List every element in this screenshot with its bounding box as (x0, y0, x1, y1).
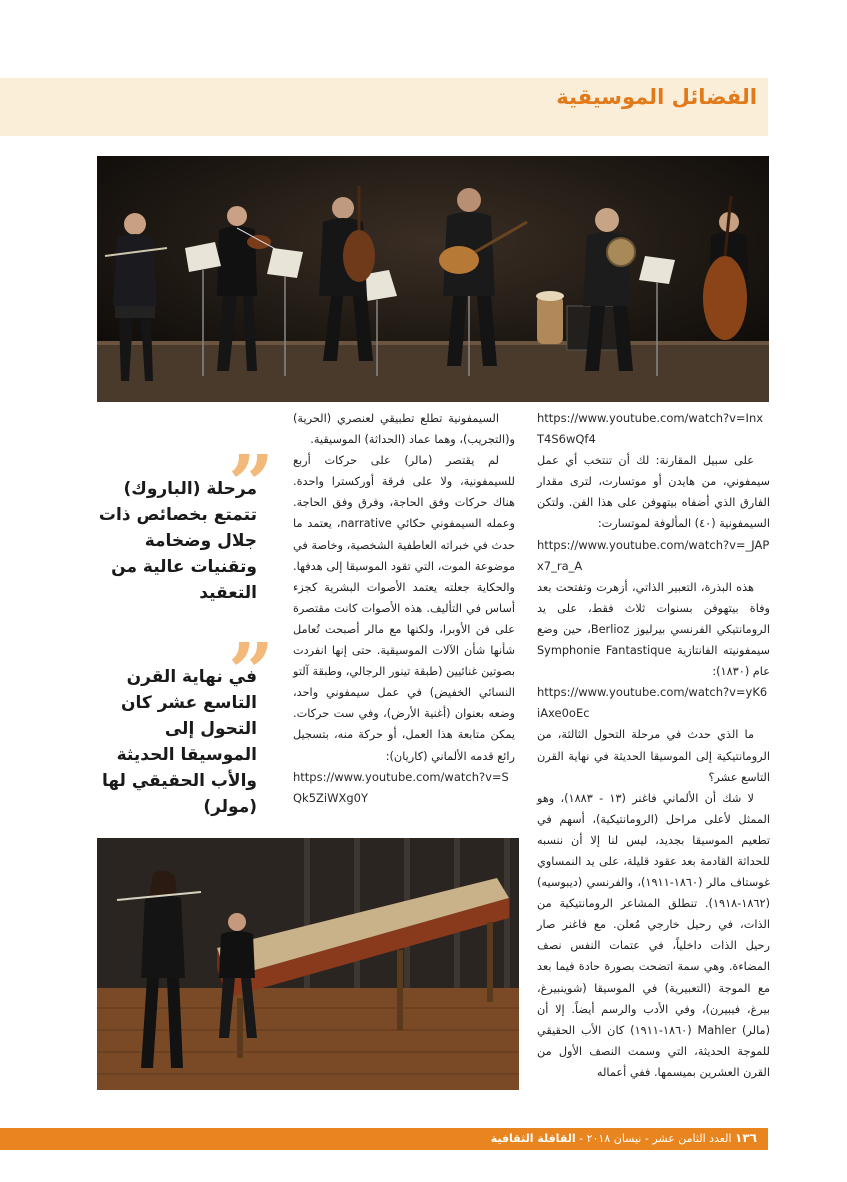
ensemble-photo (97, 156, 769, 402)
ensemble-illustration (97, 156, 769, 402)
article-column-right (537, 408, 770, 1083)
article-column-middle (293, 408, 515, 809)
paragraph: لم يقتصر (مالر) على حركات أربع للسيمفونية، ولا على فرقة أوركسترا واحدة. هناك حركات وفق الحاجة، وفرق وفق الحاجة. وعمله السيمفوني حكائي narrative، يعتمد ما حدث في خبراته العاطفية الشخصية، وخاصة في موضوعة الموت، التي تقود الموسيقا إلى هدفها. والحكاية جعلته يعتمد الأصوات البشرية كجزء أساس في التأليف. هذه الأصوات كانت مقتصرة على فن الأوبرا، ولكنها مع مالر أصبحت تُعامل شأنها شأن الآلات الموسيقية. حتى إنها انفردت بصوتين غنائيين (طبقة تينور الرجالي، وطبقة آلتو النسائي الخفيض) في عمل سيمفوني واحد، وضعه بعنوان (أغنية الأرض)، وفي ست حركات. يمكن متابعة هذا العمل، أو حركة منه، بتسجيل رائع قدمه الألماني (كاريان): (293, 454, 515, 763)
paragraph: ما الذي حدث في مرحلة التحول الثالثة، من الرومانتيكية إلى الموسيقا الحديثة في نهاية القرن التاسع عشر؟ (537, 728, 770, 784)
youtube-link[interactable]: https://www.youtube.com/watch?v=SQk5ZiWXg0Y (293, 769, 509, 805)
section-title: الفضائل الموسيقية (556, 85, 757, 109)
footer (491, 1131, 757, 1145)
quote-mark-icon: ” (228, 437, 275, 531)
pull-quote: في نهاية القرن التاسع عشر كان التحول إلى الموسيقا الحديثة والأب الحقيقي لها (مولر) (101, 667, 257, 817)
harpsichord-photo (97, 838, 519, 1090)
paragraph: لا شك أن الألماني فاغنر (١٣ - ١٨٨٣)، وهو الممثل لأعلى مراحل (الرومانتيكية)، أسهم في تطعيم الموسيقا بجديد، ليس لنا إلا أن ننسبه للحداثة القادمة بعد عقود قليلة، على يد النمساوي غوستاف مالر (١٨٦٠-١٩١١)، والفرنسي (ديبوسيه) (١٨٦٢-١٩١٨). تنطلق المشاعر الرومانتيكية من الذات، في رحيل خارجي مُعلن. مع فاغنر صار رحيل الذات داخلياً، في عتمات النفس نصف المضاءة. وهي سمة اتضحت بصورة حادة فيما بعد مع الموجة (التعبيرية) في الموسيقا (شوينبيرغ، بيرغ، فيبيرن)، وفي الأدب والرسم أيضاً. إلا أن (مالر) Mahler (١٨٦٠-١٩١١) كان الأب الحقيقي للموجة الحديثة، التي وسمت النصف الأول من القرن العشرين بميسمها. ففي أعماله (537, 791, 770, 1079)
paragraph: على سبيل المقارنة: لك أن تنتخب أي عمل سيمفوني، من هايدن أو موتسارت، لترى مقدار الفارق الذي أضفاه بيتهوفن على هذا الفن. ولتكن السيمفونية (٤٠) المألوفة لموتسارت: (537, 454, 770, 531)
paragraph: السيمفونية تطلع تطبيقي لعنصري (الحرية) و(التجريب)، وهما عماد (الحداثة) الموسيقية. (293, 412, 515, 447)
page-number: ١٣٦ (735, 1131, 757, 1145)
quote-mark-icon: ” (228, 625, 275, 719)
issue-info: العدد الثامن عشر - نيسان ٢٠١٨ - (579, 1132, 732, 1145)
youtube-link[interactable]: https://www.youtube.com/watch?v=yK6iAxe0oEc (537, 685, 768, 721)
youtube-link[interactable]: https://www.youtube.com/watch?v=_JAPx7_ra_A (537, 537, 770, 573)
youtube-link[interactable]: https://www.youtube.com/watch?v=InxT4S6wQf4 (537, 411, 764, 447)
paragraph: هذه البذرة، التعبير الذاتي، أزهرت وتفتحت بعد وفاة بيتهوفن بسنوات ثلاث فقط، على يد الرومانتيكي الفرنسي بيرليوز Berlioz، حين وضع سيمفونيته الفانتازية Symphonie Fantastique عام (١٨٣٠): (537, 580, 770, 679)
pull-quote: مرحلة (الباروك) تتمتع بخصائص ذات جلال وضخامة وتقنيات عالية من التعقيد (98, 479, 257, 603)
harpsichord-illustration (97, 838, 519, 1090)
magazine-name: القافلة الثقافية (490, 1132, 576, 1145)
